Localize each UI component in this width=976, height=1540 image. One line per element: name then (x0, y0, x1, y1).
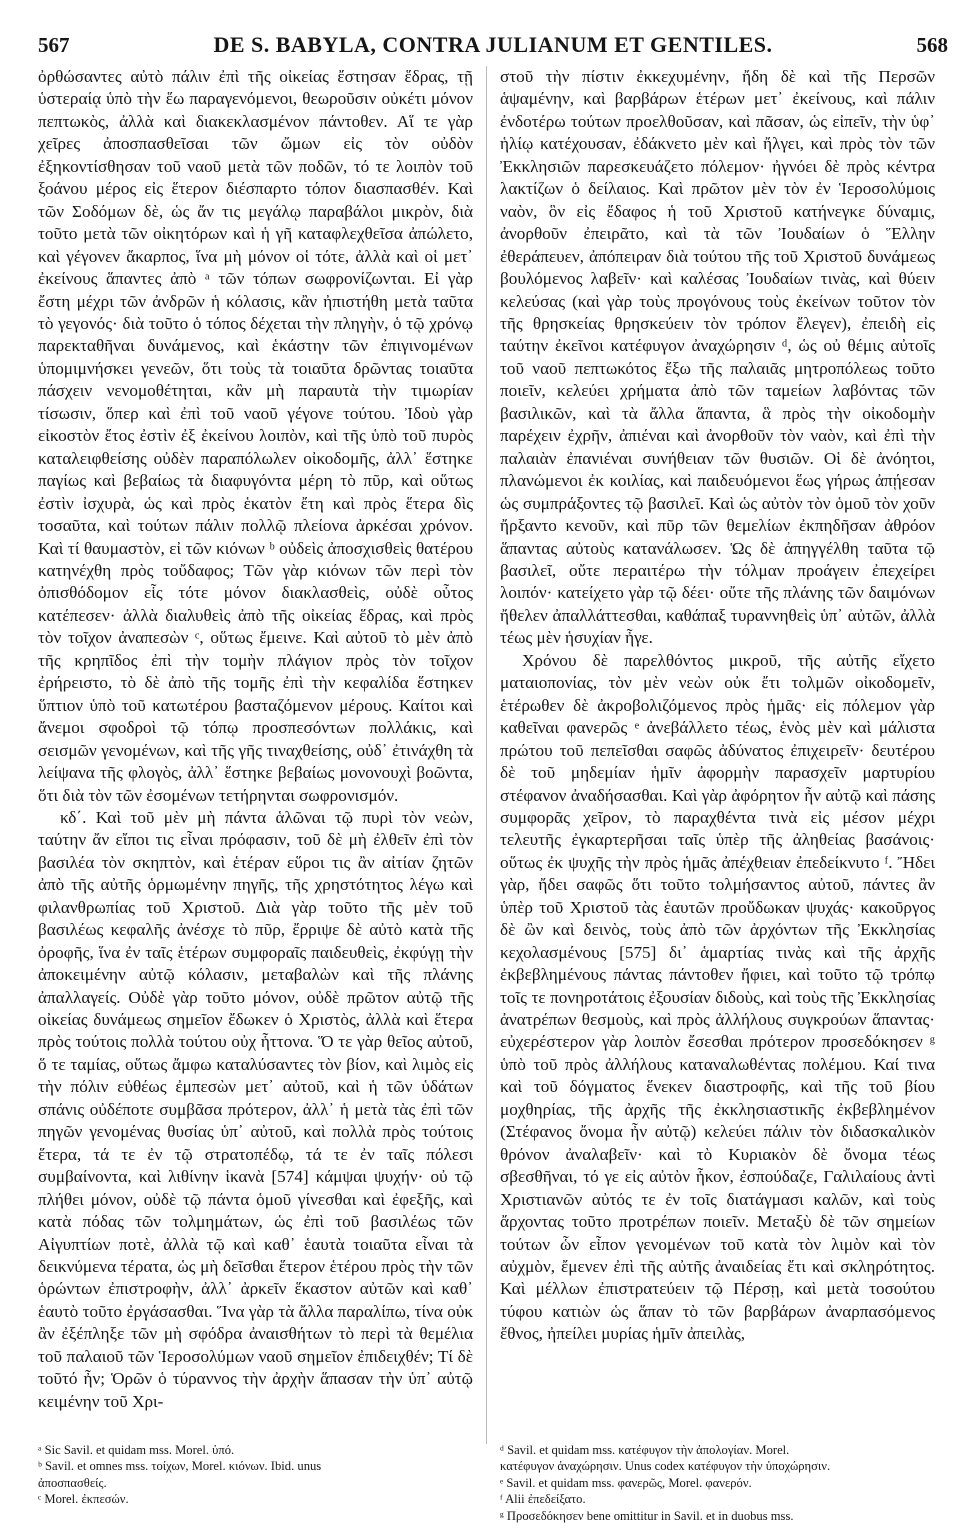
page-number-left: 567 (38, 33, 70, 57)
left-column (38, 66, 473, 1413)
footnote-c: ᶜ Morel. ἐκπεσών. (38, 1492, 129, 1507)
footnote-b: ᵇ Savil. et omnes mss. τοίχων, Morel. κιόνων. Ibid. unus (38, 1459, 322, 1474)
footnote-e: ᵉ Savil. et quidam mss. φανερῶς, Morel. φανερόν. (500, 1475, 752, 1490)
footnote-g: ᵍ Προσεδόκησεν bene omittitur in Savil. et in duobus mss. (500, 1508, 794, 1523)
footnotes-left (38, 1442, 473, 1508)
left-paragraph-1: ὀρθώσαντες αὐτὸ πάλιν ἐπὶ τῆς οἰκείας ἔστησαν ἕδρας, τῇ ὑστεραίᾳ ὑπὸ τὴν ἕω παραγενόμενοι, θεωροῦσιν οὐκέτι μόνον πεπτωκὸς, ἀλλὰ καὶ διακεκλασμένον πάντοθεν. Αἵ τε γὰρ χεῖρες ἀποσπασθεῖσαι τῶν ὤμων εἰς τὸν οὐδὸν ἐξηκοντίσθησαν τοῦ ναοῦ μετὰ τῶν ποδῶν, τό τε λοιπὸν τοῦ ξοάνου μέρος εἰς ἕτερον διέσπαρτο τόπον διασπασθέν. Καὶ τῶν Σοδόμων δὲ, ὡς ἄν τις μεγάλῳ παραβάλοι μικρὸν, διὰ τοῦτο μετὰ τῶν οἰκητόρων καὶ ἡ γῆ καταφλεχθεῖσα ἀπώλετο, καὶ γέγονεν ἄκαρπος, ἵνα μὴ μόνον οἱ τότε, ἀλλὰ καὶ οἱ μετ᾽ ἐκείνους ἅπαντες ἀπὸ ᵃ τῶν τόπων σωφρονίζωνται. Εἰ γὰρ ἔστη μέχρι τῶν ἀνδρῶν ἡ κόλασις, κἂν ἠπιστήθη μετὰ ταῦτα τὸ γεγονός· διὰ τοῦτο ὁ τόπος δέχεται τὴν πληγὴν, ὁ τῷ χρόνῳ παρεκταθῆναι δυνάμενος, καὶ ἑκάστην τῶν ἐπιγινομένων ὑπομιμνήσκει γενεῶν, ὅτι τοὺς τὰ τοιαῦτα δρῶντας τοιαῦτα πάσχειν νενομοθέτηται, κἂν μὴ παραυτὰ τὴν τιμωρίαν τίσωσιν, ὅπερ καὶ ἐπὶ τοῦ ναοῦ γέγονε τούτου. Ἰδοὺ γὰρ εἰκοστὸν ἔτος ἐστὶν ἐξ ἐκείνου λοιπὸν, καὶ τῆς ὑπὸ τοῦ πυρὸς καταλειφθείσης οὐδὲν παραπόλωλεν οἰκοδομῆς, ἀλλ᾽ ἕστηκε παγίως καὶ βεβαίως τὰ διαφυγόντα μέρη τὸ πῦρ, καὶ οὕτως ἐστὶν ἰσχυρὰ, ὡς καὶ πρὸς ἑκατὸν ἔτη καὶ πρὸς ἕτερα δὶς τοσαῦτα, καὶ τούτων πάλιν πολλῷ πλείονα ἀρκέσαι χρόνον. Καὶ τί θαυμαστὸν, εἰ τῶν κιόνων ᵇ οὐδεὶς ἀποσχισθεὶς θατέρου κατηνέχθη πρὸς τοὔδαφος; Τῶν γὰρ κιόνων τῶν περὶ τὸν ὀπισθόδομον εἷς τότε μόνον διακλασθεὶς, οὐδὲ οὗτος κατέπεσεν· ἀλλὰ διαλυθεὶς ἀπὸ τῆς οἰκείας ἕδρας, καὶ πρὸς τὸν τοῖχον ἀναπεσὼν ᶜ, οὕτως ἔμεινε. Καὶ αὐτοῦ τὸ μὲν ἀπὸ τῆς κρηπῖδος ἐπὶ τὴν τομὴν πλάγιον πρὸς τὸν τοῖχον ἐρήρειστο, τὸ δὲ ἀπὸ τῆς τομῆς ἐπὶ τὴν κεφαλίδα ἕστηκεν ὕπτιον ὑπὸ τοῦ κατωτέρου βασταζόμενον μέρους. Καίτοι καὶ ἄνεμοι σφοδροὶ τῷ τόπῳ προσπεσόντων πολλάκις, καὶ σεισμῶν γενομένων, καὶ τῆς γῆς τιναχθείσης, οὐδ᾽ ἐτινάχθη τὰ λείψανα τῆς φλογὸς, ἀλλ᾽ ἕστηκε βεβαίως μονονουχὶ βοῶντα, ὅτι διὰ τὸν τῶν ἐσομένων τετήρηνται σωφρονισμόν. (38, 67, 473, 805)
column-gutter (486, 66, 487, 1444)
running-head (38, 32, 948, 62)
running-title: DE S. BABYLA, CONTRA JULIANUM ET GENTILES. (213, 32, 773, 57)
right-paragraph-1: στοῦ τὴν πίστιν ἐκκεχυμένην, ἤδη δὲ καὶ τῆς Περσῶν ἁψαμένην, καὶ βαρβάρων ἑτέρων μετ᾽ ἐκείνους, καὶ πάλιν ἐνδοτέρω τούτων προελθοῦσαν, καὶ πᾶσαν, ὡς εἰπεῖν, τὴν ὑφ᾽ ἡλίῳ κατέχουσαν, ἐδάκνετο μὲν καὶ ἤλγει, καὶ πρὸς τὸν τῶν Ἐκκλησιῶν παρεσκευάζετο πόλεμον· ἠγνόει δὲ πρὸς κέντρα λακτίζων ὁ δείλαιος. Καὶ πρῶτον μὲν τὸν ἐν Ἱεροσολύμοις ναὸν, ὃν εἰς ἔδαφος ἡ τοῦ Χριστοῦ κατήνεγκε δύναμις, ἀνορθοῦν ἐπειρᾶτο, καὶ τὰ τῶν Ἰουδαίων ὁ Ἕλλην ἐθεράπευεν, ἀπόπειραν διὰ τούτου τῆς τοῦ Χριστοῦ δυνάμεως βουλόμενος λαβεῖν· καὶ καλέσας Ἰουδαίων τινὰς, καὶ θύειν κελεύσας (καὶ γὰρ τοὺς προγόνους τοὺς ἐκείνων τοῦτον τὸν τῆς θρησκείας θρησκεύειν τὸν τρόπον ἔλεγεν), ἐπειδὴ εἰς ταύτην ἐκεῖνοι κατέφυγον ἀναχώρησιν ᵈ, ὡς οὐ θέμις αὐτοῖς τοῦ ναοῦ πεπτωκότος ἔξω τῆς παλαιᾶς μητροπόλεως τοῦτο ποιεῖν, κελεύει χρήματα ἀπὸ τῶν ταμείων λαβόντας τῶν βασιλικῶν, καὶ τὰ ἄλλα ἅπαντα, ἃ πρὸς τὴν οἰκοδομὴν παρέχειν ἐχρῆν, ἀπιέναι καὶ ἀνορθοῦν τὸν ναὸν, καὶ ἐπὶ τὴν παλαιὰν ἐπανιέναι συνήθειαν τῶν θυσιῶν. Οἱ δὲ ἀνόητοι, πλανώμενοι ἐκ κοιλίας, καὶ παιδευόμενοι ἕως γήρως ἀπῄεσαν ὡς συμπράξοντες τῷ βασιλεῖ. Καὶ ὡς αὐτὸν τὸν ὁμοῦ τὸν χοῦν ἤρξαντο κενοῦν, καὶ πῦρ τῶν θεμελίων ἐκπηδῆσαν ἀθρόον ἅπαντας αὐτοὺς κατανάλωσεν. Ὡς δὲ ἀπηγγέλθη ταῦτα τῷ βασιλεῖ, οὔτε περαιτέρω τὴν τόλμαν προάγειν ἐπεχείρει λοιπόν· κατείχετο γὰρ τῷ δέει· οὔτε τῆς πλάνης τῶν δαιμόνων ἤθελεν ἀπαλλάττεσθαι, καθάπαξ τυραννηθεὶς ὑπ᾽ αὐτῶν, ἀλλὰ τέως μὲν ἡσυχίαν ἦγε. (500, 67, 935, 648)
footnote-b-continued: ἀποσπασθείς. (38, 1475, 107, 1490)
right-paragraph-2: Χρόνου δὲ παρελθόντος μικροῦ, τῆς αὐτῆς εἴχετο ματαιοπονίας, τὸν μὲν νεὼν οὐκ ἔτι τολμῶν οἰκοδομεῖν, ἑτέρωθεν δὲ ἀκροβολιζόμενος πρὸς ἡμᾶς· εἰς πόλεμον γὰρ καθεῖναι φανερῶς ᵉ ἀνεβάλλετο τέως, ἑνὸς μὲν καὶ μάλιστα πρώτου τοῦ πεπεῖσθαι σαφῶς ἀδύνατος ἐπιχειρεῖν· δευτέρου δὲ τοῦ μηδεμίαν ἡμῖν ἀφορμὴν παρασχεῖν μαρτυρίου στέφανον ἀναδήσασθαι. Καὶ γὰρ ἀφόρητον ἦν αὐτῷ καὶ πάσης συμφορᾶς χεῖρον, τὸ παραχθέντα τινὰ εἰς μέσον μέχρι τελευτῆς ἐγκαρτερῆσαι ταῖς ὑπὲρ τῆς ἀληθείας βασάνοις· οὕτως ἐκ ψυχῆς τὴν πρὸς ἡμᾶς ἀπέχθειαν ἐπεδείκνυτο ᶠ. Ἤδει γὰρ, ἤδει σαφῶς ὅτι τοῦτο τολμήσαντος αὐτοῦ, πάντες ἂν ὑπὲρ τοῦ Χριστοῦ τὰς ἑαυτῶν προὔδωκαν ψυχάς· κακοῦργος δὲ ὢν καὶ δεινὸς, τοὺς ἀπὸ τῶν ἀρχόντων τῆς Ἐκκλησίας κεχολασμένους [575] δι᾽ ἁμαρτίας τινὰς καὶ τῆς ἀρχῆς ἐκβεβλημένους πάντας πάντοθεν ἤφιει, καὶ τοῦτο τῷ τρόπῳ τοῖς τε πονηροτάτοις ἐξουσίαν διδοὺς, καὶ τοὺς τῆς Ἐκκλησίας ἀνατρέπων θεσμοὺς, καὶ πρὸς ἀλλήλους συγκρούων ἅπαντας· εὐχερέστερον γὰρ λοιπὸν ἔσεσθαι πρότερον προσεδόκησεν ᵍ ὑπὸ τοῦ πρὸς ἀλλήλους καταναλωθέντας πολέμου. Καί τινα καὶ τοῦ δόγματος ἕνεκεν διαστροφῆς, καὶ τῆς τοῦ βίου μοχθηρίας, τῆς ἀρχῆς τῆς ἐκκλησιαστικῆς ἐκβεβλημένον (Στέφανος ὄνομα ἦν αὐτῷ) κελεύει πάλιν τὸν διδασκαλικὸν θρόνον ἀναλαβεῖν· καὶ τὸ Κυριακὸν δὲ ὄνομα τέως σβεσθῆναι, τό γε εἰς αὐτὸν ἧκον, ἐσπούδαζε, Γαλιλαίους ἀντὶ Χριστιανῶν αὐτός τε ἐν τοῖς διατάγμασι καλῶν, καὶ τοὺς ἄρχοντας τοῦτο προτρέπων ποιεῖν. Μεταξὺ δὲ τῶν σημείων τούτων ὧν εἶπον γενομένων τοῦ κατὰ τὸν λιμὸν καὶ τὸν αὐχμὸν, ἔμενεν ἐπὶ τῆς αὐτῆς ἀναιδείας ἔτι καὶ σκληρότητος. Καὶ μέλλων ἐπιστρατεύειν τῷ Πέρσῃ, καὶ μετὰ τοσούτου τύφου κατιὼν ὡς ἅπαν τὸ τῶν βαρβάρων ἀναρπασόμενος ἔθνος, ἠπείλει μυρίας ἡμῖν ἀπειλὰς, (500, 650, 935, 1344)
left-paragraph-2: κδ΄. Καὶ τοῦ μὲν μὴ πάντα ἁλῶναι τῷ πυρὶ τὸν νεὼν, ταύτην ἄν εἴποι τις εἶναι πρόφασιν, τοῦ δὲ μὴ ἐλθεῖν ἐπὶ τὸν βασιλέα τὸν σκηπτὸν, καὶ ἑτέραν εὕροι τις ἂν αἰτίαν ζητῶν ἀπὸ τῆς αὐτῆς ὁρμωμένην πηγῆς, τῆς χρηστότητος λέγω καὶ φιλανθρωπίας τοῦ Χριστοῦ. Διὰ γὰρ τοῦτο τῆς μὲν τοῦ βασιλέως κεφαλῆς ἀνέσχε τὸ πῦρ, ἔρριψε δὲ αὐτὸ κατὰ τῆς ὀροφῆς, ἵνα ἐν ταῖς ἑτέρων συμφοραῖς παιδευθεὶς, ἐκφύγῃ τὴν ἀποκειμένην αὐτῷ κόλασιν, μεταβαλὼν καὶ τῆς πλάνης ἀπαλλαγείς. Οὐδὲ γὰρ τοῦτο μόνον, οὐδὲ πρῶτον αὐτῷ τῆς οἰκείας δυνάμεως σημεῖον ἔδωκεν ὁ Χριστὸς, ἀλλὰ καὶ ἕτερα πρὸς τούτοις πολλὰ τούτου οὐχ ἧττονα. Ὅ τε γὰρ θεῖος αὐτοῦ, ὅ τε ταμίας, οὕτως ἄμφω καταλύσαντες τὸν βίον, καὶ λιμὸς εἰς τὴν πόλιν εὐθέως ἐμπεσὼν μετ᾽ αὐτοῦ, καὶ ἡ τῶν ὑδάτων σπάνις οὐδέποτε συμβᾶσα πρότερον, ἀλλ᾽ ἡ μετὰ τὰς ἐπὶ τῶν πηγῶν γενομένας θυσίας ὑπ᾽ αὐτοῦ, καὶ πολλὰ πρὸς τούτοις ἕτερα, τά τε ἐν τῷ στρατοπέδῳ, τά τε ἐν ταῖς πόλεσι συμβαίνοντα, καὶ λιθίνην ἱκανὰ [574] κάμψαι ψυχήν· οὐ τῷ πλήθει μόνον, οὐδὲ τῷ πάντα ὁμοῦ γίνεσθαι καὶ ἐφεξῆς, καὶ κατὰ πόδας τῶν τολμημάτων, ὡς ἐπὶ τοῦ βασιλέως τῶν Αἰγυπτίων ποτὲ, ἀλλὰ τῷ καὶ καθ᾽ ἑαυτὰ τοιαῦτα εἶναι τὰ δεικνύμενα τέρατα, ὡς μὴ δεῖσθαι ἕτερον ἑτέρου πρὸς τὴν τῶν ὁρώντων ἐπιστροφὴν, ἀλλ᾽ ἀρκεῖν ἕκαστον αὐτῶν καὶ καθ᾽ ἑαυτὸ τοῦτο ἐργάσασθαι. Ἵνα γὰρ τὰ ἄλλα παραλίπω, τίνα οὐκ ἂν ἐξέπληξε τῶν μὴ σφόδρα ἀναισθήτων τὸ περὶ τὰ θεμέλια τοῦ παλαιοῦ τῶν Ἱεροσολύμων ναοῦ σημεῖον ἐπιδειχθέν; Τί δὲ τοῦτό ἦν; Ὁρῶν ὁ τύραννος τὴν ἀρχὴν ἅπασαν τὴν ὑπ᾽ αὐτῷ κειμένην τοῦ Χρι- (38, 807, 473, 1411)
right-column (500, 66, 935, 1346)
footnote-a: ᵃ Sic Savil. et quidam mss. Morel. ὑπό. (38, 1443, 235, 1457)
footnote-d: ᵈ Savil. et quidam mss. κατέφυγον τὴν ἀπολογίαν. Morel. (500, 1443, 790, 1457)
page-number-right: 568 (916, 33, 948, 57)
footnote-d-continued: κατέφυγον ἀναχώρησιν. Unus codex κατέφυγον τὴν ὑποχώρησιν. (500, 1459, 831, 1474)
footnotes-right (500, 1442, 935, 1524)
footnote-f: ᶠ Alii ἐπεδείξατο. (500, 1492, 586, 1507)
